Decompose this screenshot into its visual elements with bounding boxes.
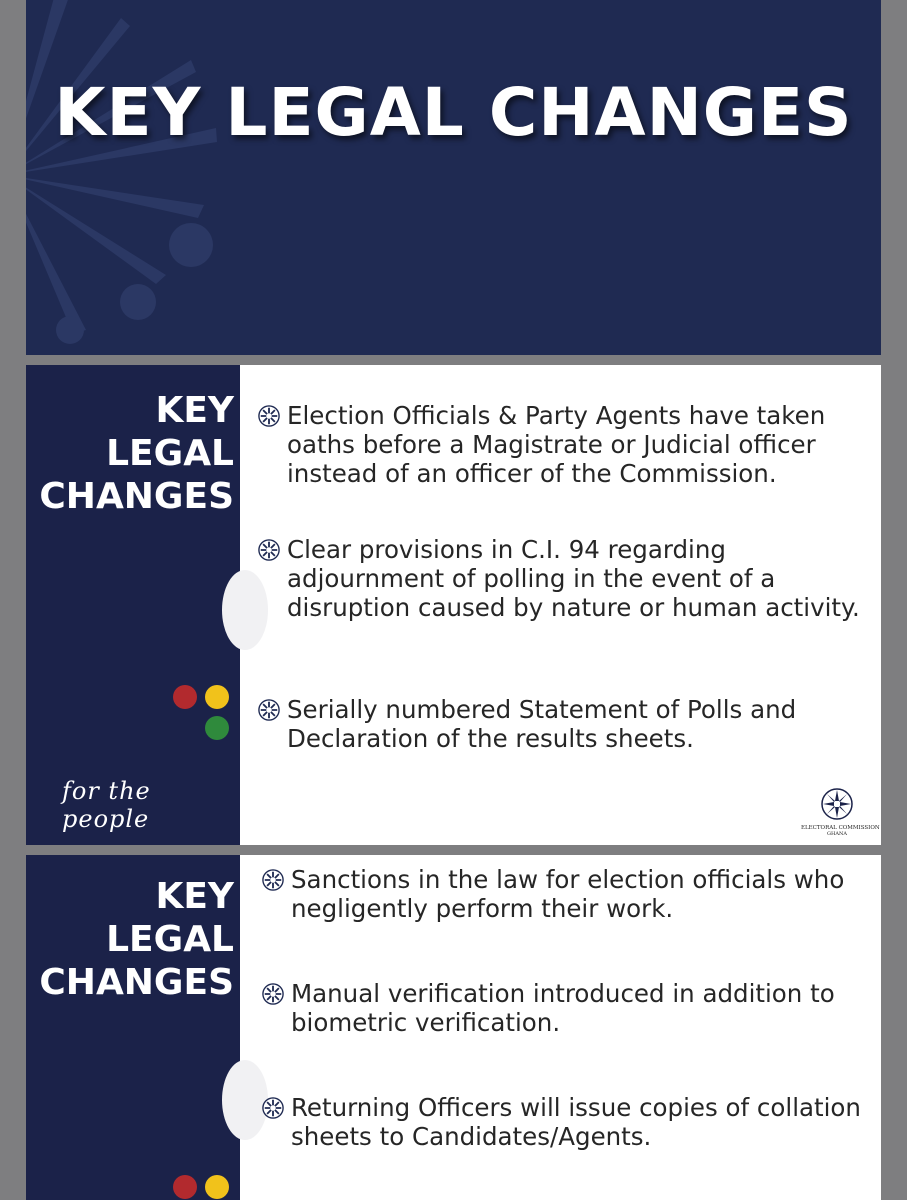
sidebar-title-line: LEGAL — [106, 919, 234, 960]
yellow-dot — [205, 1175, 229, 1199]
bullet-text: Serially numbered Statement of Polls and Declaration of the results sheets. — [287, 695, 797, 753]
bullet-item — [258, 695, 873, 753]
bullet-text: Manual verification introduced in addition to biometric verification. — [291, 979, 835, 1037]
bullet-item — [262, 979, 873, 1037]
emblem-bullet-icon — [258, 405, 280, 427]
ec-emblem-icon — [821, 788, 853, 820]
content-area — [240, 855, 881, 1200]
bullet-text: Sanctions in the law for election officials who negligently perform their work. — [291, 865, 845, 923]
sidebar-title-line: KEY — [155, 390, 234, 431]
tagline: for the people — [62, 777, 151, 833]
bullet-item — [262, 865, 873, 923]
sidebar — [26, 365, 240, 845]
key-legal-changes-slide-1 — [26, 365, 881, 845]
logo-country: GHANA — [827, 831, 847, 837]
bullet-item — [258, 535, 873, 622]
bullet-item — [258, 401, 873, 488]
emblem-bullet-icon — [262, 869, 284, 891]
content-area — [240, 365, 881, 845]
electoral-commission-logo — [801, 788, 880, 837]
logo-name: ELECTORAL COMMISSION — [801, 825, 880, 831]
bullet-item — [262, 1093, 873, 1151]
bullet-text: Returning Officers will issue copies of collation sheets to Candidates/Agents. — [291, 1093, 861, 1151]
bullet-text: Election Officials & Party Agents have taken oaths before a Magistrate or Judicial officer instead of an officer of the Commission. — [287, 401, 826, 488]
sidebar-title-line: CHANGES — [39, 476, 234, 517]
red-dot — [173, 1175, 197, 1199]
red-dot — [173, 685, 197, 709]
title-slide — [26, 0, 881, 355]
starburst-decoration — [26, 0, 236, 355]
key-legal-changes-slide-2 — [26, 855, 881, 1200]
bullet-text: Clear provisions in C.I. 94 regarding adjournment of polling in the event of a disruption caused by nature or human activity. — [287, 535, 860, 622]
sidebar-title — [39, 875, 234, 1004]
sidebar-title-line: LEGAL — [106, 433, 234, 474]
emblem-bullet-icon — [262, 1097, 284, 1119]
sidebar-title-line: CHANGES — [39, 962, 234, 1003]
slide-title: KEY LEGAL CHANGES — [54, 74, 853, 151]
sidebar-title — [39, 389, 234, 518]
green-dot — [205, 716, 229, 740]
yellow-dot — [205, 685, 229, 709]
emblem-bullet-icon — [262, 983, 284, 1005]
sidebar-title-line: KEY — [155, 876, 234, 917]
emblem-bullet-icon — [258, 699, 280, 721]
emblem-bullet-icon — [258, 539, 280, 561]
sidebar — [26, 855, 240, 1200]
